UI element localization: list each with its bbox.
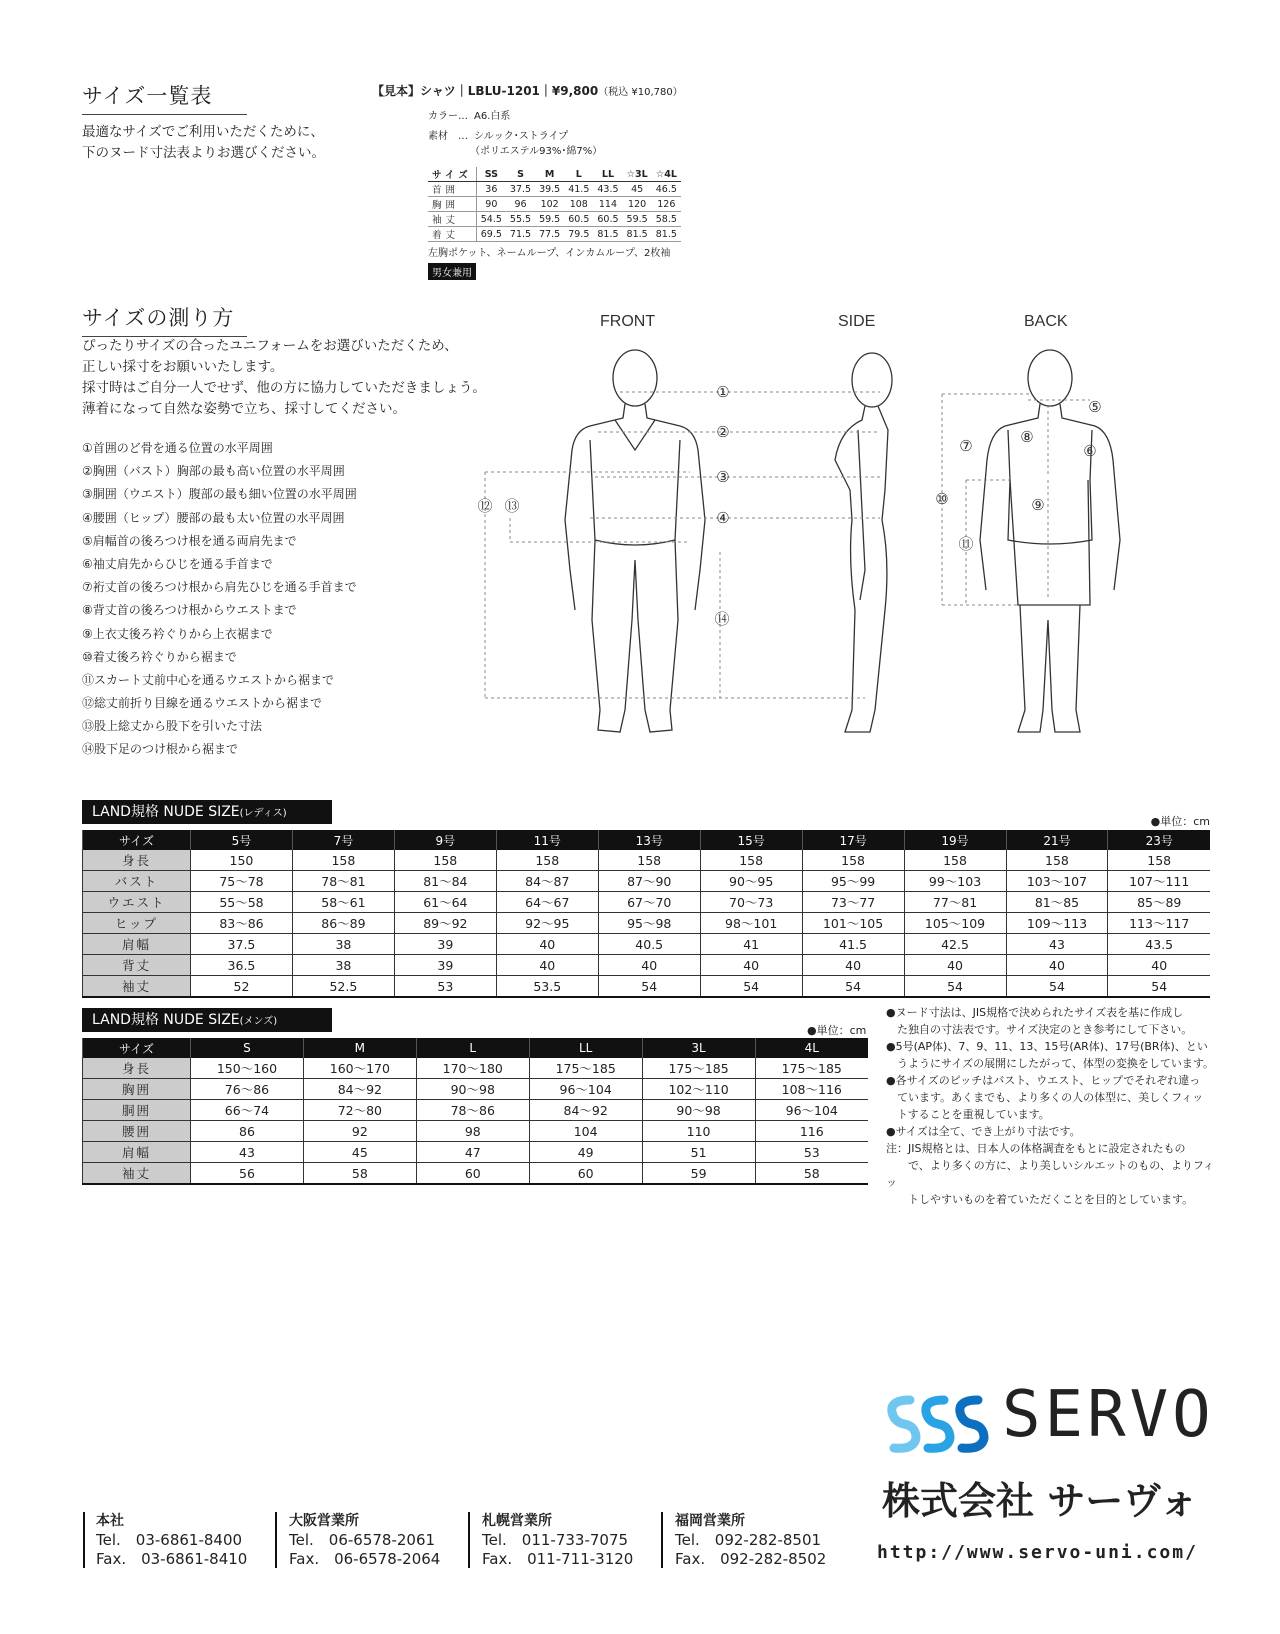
size-notes: ●ヌード寸法は、JIS規格で決められたサイズ表を基に作成し た独自の寸法表です。サイズ決定のとき参考にして下さい。 ●5号(AP体)、7、9、11、13、15号(AR体)、17号(BR体)、とい うようにサイズの展開にしたがって、体型の変換をしています。 ●各サイズのピッチはバスト、ウエスト、ヒップでそれぞれ違っ ています。あくまでも、より多くの人の体型に、美しくフィッ トすることを重視しています。 ●サイズは全て、でき上がり寸法です。 注：JIS規格とは、日本人の体格調査をもとに設定されたもの で、より多くの方に、より美しいシルエットのもの、よりフィッ トしやすいものを着ていただくことを目的としています。 [886, 1006, 1215, 1206]
marker-3: ③ [716, 469, 730, 486]
front-figure [565, 350, 705, 732]
mens-size-table [82, 1038, 868, 1185]
list-item: ⑨上衣丈後ろ衿ぐりから上衣裾まで [82, 626, 273, 641]
table-row: 身長 150 158 158 158 158 158 158 158 158 158 [83, 850, 1211, 871]
marker-1: ① [716, 384, 730, 401]
list-item: ⑬股上総丈から股下を引いた寸法 [82, 719, 263, 734]
view-label-front: FRONT [600, 313, 656, 330]
size-list-desc: 最適なサイズでご利用いただくために、 下のヌード寸法表よりお選びください。 [82, 124, 325, 161]
size-list-title: サイズ一覧表 [82, 80, 247, 115]
marker-4: ④ [716, 510, 730, 527]
divider [275, 1512, 277, 1568]
view-label-side: SIDE [838, 313, 876, 330]
website-url: http://www.servo-uni.com/ [877, 1542, 1198, 1563]
material-value: シルック･ストライプ [474, 131, 569, 142]
marker-12: ⑫ [477, 498, 493, 515]
unisex-badge: 男女兼用 [428, 263, 476, 280]
marker-7: ⑦ [959, 438, 973, 455]
list-item: ⑥袖丈肩先からひじを通る手首まで [82, 556, 273, 571]
office-osaka: 大阪営業所 Tel. 06-6578-2061 Fax. 06-6578-2064 [289, 1513, 441, 1568]
list-item: ⑧背丈首の後ろつけ根からウエストまで [82, 603, 297, 618]
body-figures [477, 313, 1180, 760]
table-row: 袖丈 52 52.5 53 53.5 54 54 54 54 54 54 [83, 976, 1211, 998]
list-item: ⑦裄丈首の後ろつけ根から肩先ひじを通る手首まで [82, 580, 357, 595]
table-row: 腰囲 86 92 98 104 110 116 [83, 1121, 869, 1142]
table-row: 袖丈 56 58 60 60 59 58 [83, 1163, 869, 1185]
list-item: ①首囲のど骨を通る位置の水平周囲 [82, 441, 273, 455]
list-item: ③胴囲（ウエスト）腹部の最も細い位置の水平周囲 [82, 487, 357, 502]
sample-product: シャツ｜LBLU-1201｜¥9,800 [420, 84, 599, 98]
mens-unit: ●単位：cm [807, 1024, 867, 1037]
marker-11: ⑪ [958, 536, 974, 553]
list-item: ②胸囲（バスト）胸部の最も高い位置の水平周囲 [82, 464, 345, 479]
office-sapporo: 札幌営業所 Tel. 011-733-7075 Fax. 011-711-3120 [482, 1513, 634, 1568]
sample-label: 【見本】 [372, 84, 421, 98]
table-row: 身長 150〜160 160〜170 170〜180 175〜185 175〜185 175〜185 [83, 1058, 869, 1079]
marker-6: ⑥ [1083, 443, 1097, 460]
office-honsha: 本社 Tel. 03-6861-8400 Fax. 03-6861-8410 [96, 1513, 248, 1568]
marker-2: ② [716, 424, 730, 441]
color-value: A6.白系 [474, 111, 511, 122]
servo-logo-text: SERVO [1002, 1378, 1215, 1452]
sample-block [372, 82, 692, 280]
table-row: 着丈 69.5 71.5 77.5 79.5 81.5 81.5 81.5 [428, 227, 681, 242]
side-figure [835, 353, 892, 732]
list-item: ⑩着丈後ろ衿ぐりから裾まで [82, 649, 237, 664]
table-row: 袖丈 54.5 55.5 59.5 60.5 60.5 59.5 58.5 [428, 212, 681, 227]
marker-5: ⑤ [1088, 399, 1102, 416]
table-row: 背丈 36.5 38 39 40 40 40 40 40 40 40 [83, 955, 1211, 976]
table-row: 胴囲 66〜74 72〜80 78〜86 84〜92 90〜98 96〜104 [83, 1100, 869, 1121]
marker-10: ⑩ [935, 491, 949, 508]
measure-desc: ぴったりサイズの合ったユニフォームをお選びいただくため、 正しい採寸をお願いいたします。 採寸時はご自分一人でせず、他の方に協力していただきましょう。 薄着になって自然な姿勢で立ち、採寸してください。 [82, 338, 486, 417]
office-fukuoka: 福岡営業所 Tel. 092-282-8501 Fax. 092-282-8502 [675, 1513, 827, 1568]
mens-table-title: LAND規格 NUDE SIZE(メンズ) [82, 1008, 332, 1032]
table-row: サイズ S M L LL 3L 4L [83, 1038, 869, 1058]
material-composition: （ポリエステル93%･綿7%） [470, 146, 603, 157]
table-row: 肩幅 43 45 47 49 51 53 [83, 1142, 869, 1163]
list-item: ④腰囲（ヒップ）腰部の最も太い位置の水平周囲 [82, 510, 345, 525]
marker-14: ⑭ [714, 611, 730, 628]
sample-tax: （税込 ¥10,780） [598, 87, 683, 98]
color-label: カラー… [428, 111, 468, 122]
divider [83, 1512, 85, 1568]
sample-spec-table [428, 167, 681, 242]
list-item: ⑪スカート丈前中心を通るウエストから裾まで [82, 672, 335, 687]
table-row: サイズ 5号 7号 9号 11号 13号 15号 17号 19号 21号 23号 [83, 830, 1211, 850]
table-row: 胸囲 90 96 102 108 114 120 126 [428, 197, 681, 212]
sample-features: 左胸ポケット、ネームループ、インカムループ、2枚袖 [428, 248, 671, 259]
table-row: ヒップ 83〜86 86〜89 89〜92 92〜95 95〜98 98〜101 101〜105 105〜109 109〜113 113〜117 [83, 913, 1211, 934]
table-row: 肩幅 37.5 38 39 40 40.5 41 41.5 42.5 43 43.5 [83, 934, 1211, 955]
list-item: ⑫総丈前折り目線を通るウエストから裾まで [82, 696, 323, 711]
company-name: 株式会社 サーヴォ [882, 1479, 1198, 1523]
table-row: バスト 75〜78 78〜81 81〜84 84〜87 87〜90 90〜95 95〜99 99〜103 103〜107 107〜111 [83, 871, 1211, 892]
measure-title: サイズの測り方 [82, 302, 247, 337]
table-row: 胸囲 76〜86 84〜92 90〜98 96〜104 102〜110 108〜116 [83, 1079, 869, 1100]
table-row: 首囲 36 37.5 39.5 41.5 43.5 45 46.5 [428, 182, 681, 197]
divider [661, 1512, 663, 1568]
material-label: 素材 … [428, 131, 468, 142]
divider [468, 1512, 470, 1568]
list-item: ⑤肩幅首の後ろつけ根を通る両肩先まで [82, 533, 297, 548]
marker-9: ⑨ [1031, 497, 1045, 514]
ladies-unit: ●単位：cm [1150, 815, 1210, 828]
measurement-list [82, 437, 357, 762]
servo-logo-mark [880, 1388, 995, 1460]
view-label-back: BACK [1024, 313, 1068, 330]
list-item: ⑭股下足のつけ根から裾まで [82, 742, 239, 757]
table-row: ウエスト 55〜58 58〜61 61〜64 64〜67 67〜70 70〜73 73〜77 77〜81 81〜85 85〜89 [83, 892, 1211, 913]
ladies-table-title: LAND規格 NUDE SIZE(レディス) [82, 800, 332, 824]
ladies-size-table [82, 830, 1210, 998]
marker-13: ⑬ [504, 498, 520, 515]
table-row: サイズ SS S M L LL ☆3L ☆4L [428, 167, 681, 182]
marker-8: ⑧ [1020, 429, 1034, 446]
